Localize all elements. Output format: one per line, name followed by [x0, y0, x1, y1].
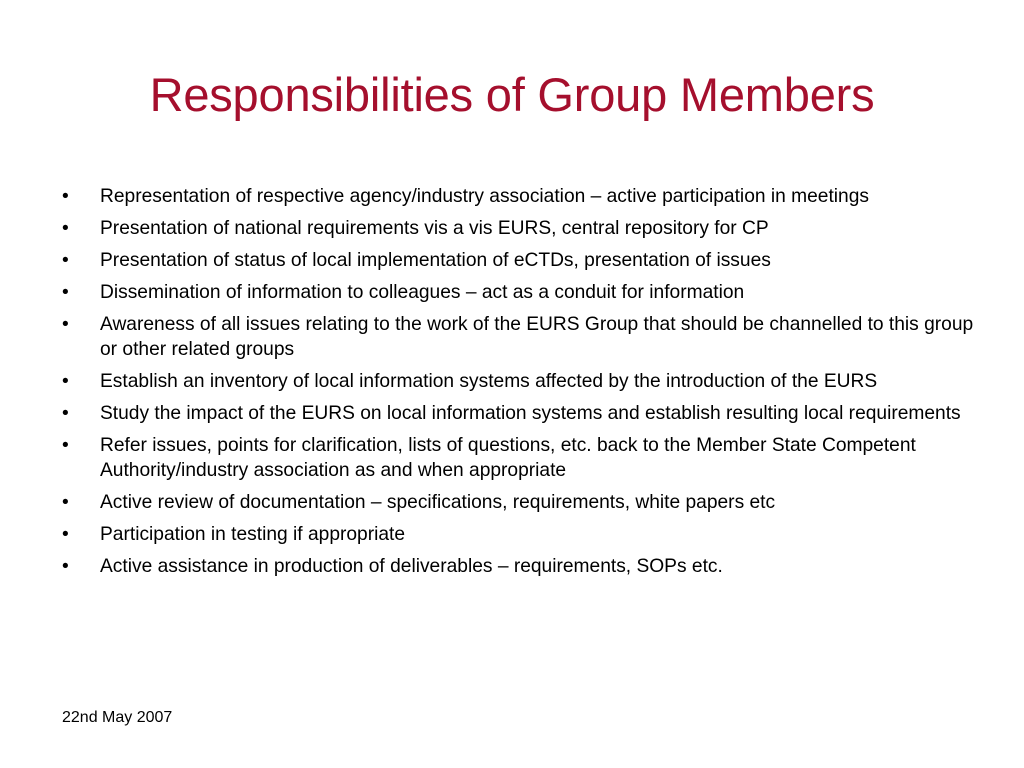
bullet-icon: • — [62, 314, 69, 335]
bullet-text: Awareness of all issues relating to the work of the EURS Group that should be channelled to this group or other related groups — [100, 314, 974, 360]
bullet-item — [58, 184, 978, 209]
bullet-text: Presentation of national requirements vis a vis EURS, central repository for CP — [100, 218, 769, 239]
bullet-text: Presentation of status of local implementation of eCTDs, presentation of issues — [100, 250, 771, 271]
bullet-text: Participation in testing if appropriate — [100, 524, 406, 545]
bullet-icon: • — [62, 403, 69, 424]
bullet-text: Study the impact of the EURS on local information systems and establish resulting local requirements — [100, 403, 961, 424]
bullet-icon: • — [62, 435, 69, 456]
footer-date: 22nd May 2007 — [62, 709, 173, 726]
bullet-icon: • — [62, 524, 69, 545]
bullet-item — [58, 369, 978, 394]
bullet-list — [58, 184, 978, 586]
bullet-icon: • — [62, 186, 69, 207]
bullet-text: Establish an inventory of local information systems affected by the introduction of the EURS — [100, 371, 878, 392]
bullet-text: Refer issues, points for clarification, lists of questions, etc. back to the Member State Competent Authority/industry association as and when appropriate — [100, 435, 916, 481]
bullet-icon: • — [62, 282, 69, 303]
bullet-item — [58, 216, 978, 241]
bullet-text: Active review of documentation – specifications, requirements, white papers etc — [100, 492, 776, 513]
bullet-icon: • — [62, 250, 69, 271]
bullet-icon: • — [62, 371, 69, 392]
bullet-item — [58, 490, 978, 515]
bullet-icon: • — [62, 556, 69, 577]
bullet-item — [58, 280, 978, 305]
bullet-item — [58, 401, 978, 426]
bullet-item — [58, 522, 978, 547]
bullet-item — [58, 433, 978, 483]
bullet-text: Active assistance in production of deliverables – requirements, SOPs etc. — [100, 556, 723, 577]
bullet-icon: • — [62, 218, 69, 239]
bullet-text: Dissemination of information to colleagues – act as a conduit for information — [100, 282, 745, 303]
slide-title: Responsibilities of Group Members — [149, 68, 875, 121]
bullet-icon: • — [62, 492, 69, 513]
bullet-item — [58, 554, 978, 579]
bullet-item — [58, 312, 978, 362]
bullet-item — [58, 248, 978, 273]
bullet-text: Representation of respective agency/industry association – active participation in meetings — [100, 186, 869, 207]
